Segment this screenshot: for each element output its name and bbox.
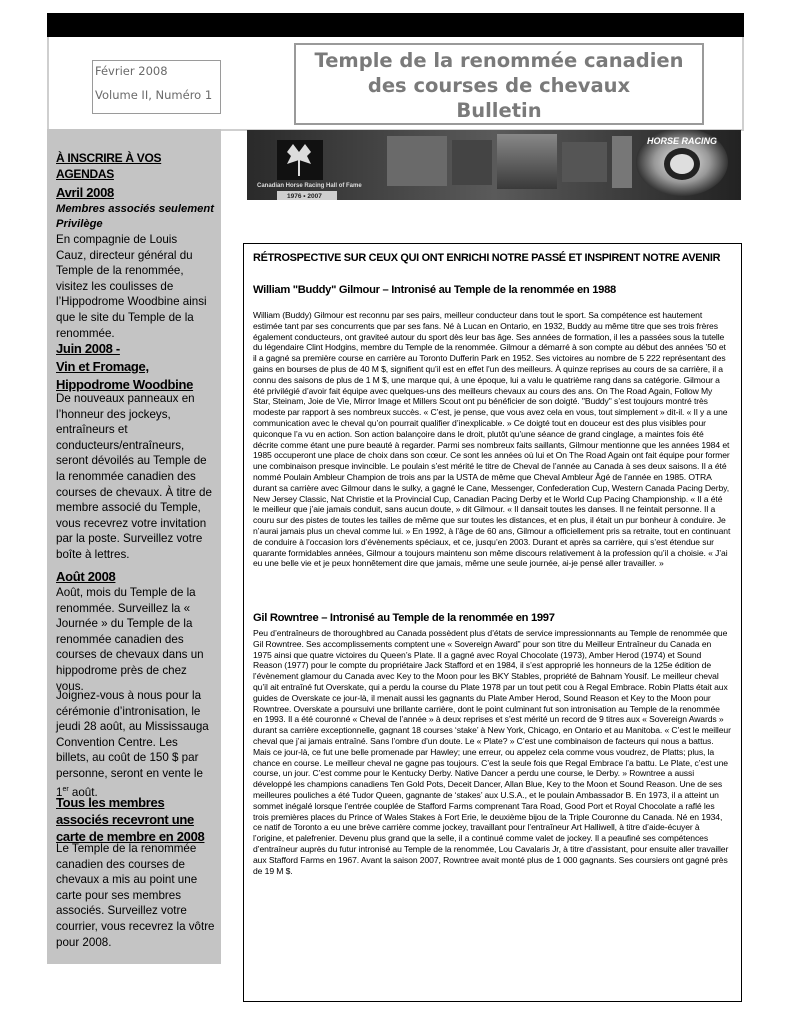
agenda-august-title: Août 2008 (56, 569, 116, 584)
agenda-june-title-2: Vin et Fromage, (56, 359, 149, 374)
agenda-june-body: De nouveaux panneaux en l’honneur des jockeys, entraîneurs et conducteurs/entraîneurs, seront dévoilés au Temple de la renommée canadien des courses de chevaux. À titre de membre associé du Temple, vous recevrez votre invitation par la poste. Surveillez votre boîte à lettres. (56, 392, 212, 561)
issue-info-box (92, 60, 221, 114)
ring-stone-highlight (670, 154, 694, 174)
museum-display-5 (612, 136, 632, 188)
agenda-june-title (56, 340, 216, 394)
banner-logo-text: Canadian Horse Racing Hall of Fame (257, 183, 362, 189)
issue-volume: Volume II, Numéro 1 (95, 88, 213, 102)
ring-text: HORSE RACING (647, 136, 718, 146)
article-gilmour-body: William (Buddy) Gilmour est reconnu par ses pairs, meilleur conducteur dans tout le sport. Sa compétence est hautement estimée tant par ses concurrents que par ses fans. Né à Lucan en Ontario, en 1932, Buddy au même titre que ses trois frères également conducteurs, ont graviteé autour du sport dès leur bas âge. Ses années de formation, il les a passées sous la tutelle du légendaire Clint Hodgins, membre du Temple de la renommée. Gilmour a démarré à son compte au début des années ’50 et il a gagné sa première course en carrière au Toronto Dufferin Park en 1952. Ses victoires au nombre de 5 222 représentant des gains en bourses de plus de 40 M $, signifient qu’il est en effet l’un des meilleurs. À quinze reprises au cours de sa carrière, il a connu des saisons de plus de 1 M $, une marque qui, à une époque, lui a valu le quatrième rang dans sa catégorie. Gilmour a été privilégié d’avoir fait équipe avec quelques-uns des meilleurs chevaux au cours des ans. On The Road Again, Follow My Star, Steinam, Joie de Vie, Mirror Image et Millers Scout ont pu bénéficier de son doigté. "Buddy" s’est toujours montré très modeste par rapport à ses nombreux succès. « C’est, je pense, que vous avez cela en vous, tout simplement » dit-il. « Il y a une communication avec le cheval qu’on pourrait qualifier d’inexplicable. » Ce doigté tout en douceur est des plus visibles pour quiconque l’a vu en action. Son action balançoire dans le droit, plutôt qu’une séance de grand cinglage, a maintes fois été décrite comme étant une pure beauté à regarder. Parmi ses nombreux faits saillants, Gilmour mentionne que les années 1984 et 1985 occuperont une place de choix dans son cœur. Ce sont les années où lui et On The Road Again ont fait équipe pour former une combinaison presque invincible. Le poulain s’est mérité le titre de Cheval de l’année au Canada à ses deux saisons. Il a été nommé Poulain Ambleur Champion de trois ans par la USTA de même que Cheval Ambleur Âgé de l’année en 1985. OTRA durant sa carrière avec Gilmour dans le sulky, a gagné le Cane, Messenger, Confederation Cup, Western Canada Pacing Derby, New Jersey Classic, Nat Christie et la Provincial Cup, Canadian Pacing Derby et le World Cup Pacing Championship. « Il a été le meilleur que j’aie jamais conduit, sans aucun doute, » dit Gilmour. « Il dansait toutes les danses. Il ne feintait personne. Il a couru sur des pistes de toutes les tailles de même que sur toutes les distances, et en plus, il était un pur bonheur à conduire. Je n’aurai jamais plus un cheval comme lui. » En 1992, à l’âge de 60 ans, Gilmour a officiellement pris sa retraite, tout en continuant de conduire à l’occasion lors d’évènements spéciaux, et ce, jusqu’en 2003. Durant et après sa carrière, qui s’est étendue sur quarante formidables années, Gilmour a toujours maintenu son même discours relativement à la profession qu’il a choisie. « J’ai eu une belle vie et je peux honnêtement dire que jamais, même une seule journée, ai-je pensé aller travailler. » (253, 310, 731, 569)
article-rowntree-body: Peu d’entraîneurs de thoroughbred au Canada possèdent plus d’états de service impressionnants au Temple de renommée que Gil Rowntree. Ses accomplissements comptent une « Sovereign Award” pour son titre du Meilleur Entraîneur du Canada en 1975 ainsi que quatre victoires du Queen’s Plate. Il a gagné avec Royal Chocolate (1973), Amber Herod (1974) et Sound Reason (1977) pour le compte du propriétaire Jack Stafford et en 1984, il s’est approprié les honneurs de la 125e édition de l’évènement glamour du Canada avec Key to the Moon pour les BKY Stables, propriété de Bahnam Yousif. Le meilleur cheval qu’il ait entraîné fut Overskate, qui a perdu la course du Plate 1978 par un tout petit cou à Regal Embrace. Robin Platts était aux guides de Overskate ce jour-là, il menait aussi les gagnants du Plate Amber Herod, Sound Reason et Key to the Moon pour Rowntree. Overskate a poursuivi une brillante carrière, dont le point culminant fut son intronisation au Temple de la renommée en 1993. Il a été couronné « Cheval de l’année » à deux reprises et s’est mérité un record de 9 titres aux « Sovereign Awards » durant sa carrière exceptionnelle, gagnant 18 courses ‘stake’ à New York, Chicago, en Ontario et au Manitoba. « C’est le meilleur cheval que j’ai jamais entraîné. Sans l’ombre d’un doute. Le « Plate? » C’est une combinaison de facteurs qui nous a battus. Mais ce jour-là, ce fut une belle promenade par Hawley; une erreur, ou appelez cela comme vous voudrez, de Platts; plus, la chance en course. Le meilleur cheval ne gagne pas toujours. C’est la seule fois que Regal Embrace l’a battu. Le Plate, c’est une course, un jour. C’est comme pour le Kentucky Derby. Native Dancer a perdu une course, le Derby. » Rowntree a aussi développé les champions canadiens Ten Gold Pots, Deceit Dancer, Allan Blue, Key to the Moon et Sound Reason. Une de ses meilleures pouliches a été Tudor Queen, gagnante de ‘stakes’ aux U.S.A., et le poulain Ambassador B. En 1973, il a atteint un sommet inégalé lorsque l’entrée couplée de Stafford Farms comprenant Tara Road, Good Port et Royal Chocolate a raflé les trois premières places du Prince of Wales Stakes à Fort Erie, le deuxième bijou de la Triple Couronne du Canada. Né en 1934, ce natif de Toronto a eu une brève carrière comme jockey, travaillant pour l’entraîneur Art Halliwell, à titre d’aide-écuyer à l’origine, et palefrenier. Devenu plus grand que la selle, il a continué comme valet de jockey. Il a peaufiné ses compétences d’entraîneur auprès du futur intronisé au Temple de la renommée, Lou Cavalaris Jr, à titre d’assistant, pour ensuite aller travailler aux Stafford Farms en 1967. Avant la saison 2007, Rowntree avait monté plus de 1 000 gagnants. Ses coursiers ont gagné près de 19 M $. (253, 628, 731, 876)
sidebar-heading: À INSCRIRE À VOS AGENDAS (56, 151, 162, 181)
agenda-membership-body: Le Temple de la renommée canadien des courses de chevaux a mis au point une carte pour ses membres associés. Surveillez votre courrier, vous recevrez la vôtre pour 2008. (56, 842, 215, 949)
banner-image (247, 130, 741, 200)
agenda-august-body-2 (56, 688, 212, 800)
issue-date: Février 2008 (95, 64, 168, 78)
agenda-april-subtitle-2: Privilège (56, 218, 103, 230)
title-line-1: Temple de la renommée canadien (314, 49, 684, 72)
newsletter-title (294, 43, 704, 125)
title-line-3: Bulletin (456, 99, 542, 122)
agenda-august-ticket-text-end: août. (68, 785, 98, 799)
museum-display-3 (497, 134, 557, 189)
agenda-membership-title: Tous les membres associés recevront une carte de membre en 2008 (56, 795, 205, 844)
agenda-april-title: Avril 2008 (56, 185, 114, 200)
agenda-august-ticket-sup: er (62, 785, 69, 793)
agenda-august-body: Août, mois du Temple de la renommée. Surveillez la « Journée » du Temple de la renommée canadien des courses de chevaux dans un hippodrome près de chez vous. (56, 586, 204, 693)
agenda-april-body: En compagnie de Louis Cauz, directeur général du Temple de la renommée, visitez les coulisses de l’Hippodrome Woodbine ainsi que le site du Temple de la renommée. (56, 233, 207, 340)
title-line-2: des courses de chevaux (367, 74, 631, 97)
agenda-april-subtitle (56, 202, 216, 232)
article-gilmour-title: William "Buddy" Gilmour – Intronisé au Temple de la renommée en 1988 (253, 284, 616, 296)
agenda-april-subtitle-1: Membres associés seulement (56, 203, 214, 215)
agenda-june-title-1: Juin 2008 - (56, 341, 120, 356)
banner-graphic (247, 130, 741, 200)
museum-display-1 (387, 136, 447, 186)
museum-display-2 (452, 140, 492, 185)
banner-years: 1976 • 2007 (287, 193, 322, 200)
agenda-august-ticket-text: Joignez-vous à nous pour la cérémonie d’intronisation, le jeudi 28 août, au Mississauga Convention Centre. Les billets, au coût de 150 $ par personne, seront en vente le 1 (56, 689, 209, 799)
top-black-bar (47, 13, 744, 37)
article-rowntree-title: Gil Rowntree – Intronisé au Temple de la renommée en 1997 (253, 612, 555, 624)
agenda-june-title-3: Hippodrome Woodbine (56, 377, 194, 392)
museum-display-4 (562, 142, 607, 182)
main-heading: RÉTROSPECTIVE SUR CEUX QUI ONT ENRICHI NOTRE PASSÉ ET INSPIRENT NOTRE AVENIR (253, 252, 721, 264)
